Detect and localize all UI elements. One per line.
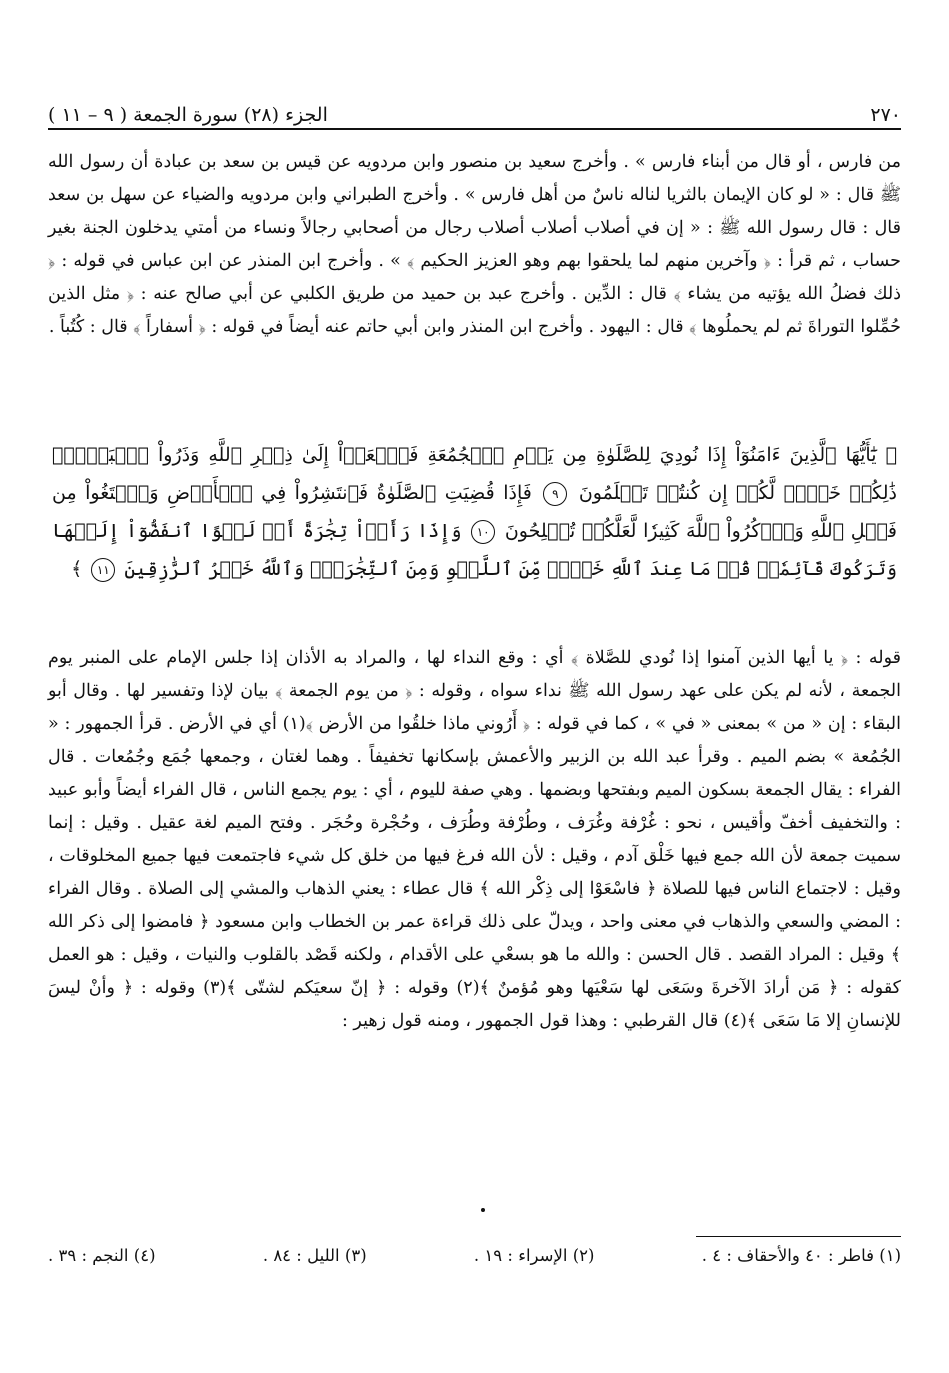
commentary-paragraph: قوله : ﴿ يا أيها الذين آمنوا إذا نُودي للصَّلاة ﴾ أي : وقع النداء لها ، والمراد به الأذان إذا جلس الإمام على المنبر يوم الجمعة ، لأنه لم يكن على عهد رسول الله ﷺ نداء سواه ، وقوله : ﴿ من يوم الجمعة ﴾ بيان لإذا وتفسير لها . وقال أبو البقاء : إن « من » بمعنى « في » ، كما في قوله : ﴿ أَرُوني ماذا خلقُوا من الأرض ﴾(١) أي في الأرض . قرأ الجمهور : « الجُمُعة » بضم الميم . وقرأ عبد الله بن الزبير والأعمش بإسكانها تخفيفاً . وهما لغتان ، وجمعها جُمَع وجُمُعات . قال الفراء : يقال الجمعة بسكون الميم وبفتحها وبضمها . وهي صفة لليوم ، أي : يوم يجمع الناس ، قال الفراء أيضاً وأبو عبيد : والتخفيف أخفّ وأقيس ، نحو : غُرْفة وغُرَف ، وطُرْفة وطُرَف ، وحُجْرة وحُجَر . وفتح الميم لغة عقيل . وقيل : إنما سميت جمعة لأن الله جمع فيها خَلْق آدم ، وقيل : لأن الله فرغ فيها من خلق كل شيء فاجتمعت فيها جميع المخلوقات ، وقيل : لاجتماع الناس فيها للصلاة ﴿ فاسْعَوْا إلى ذِكْر الله ﴾ قال عطاء : يعني الذهاب والمشي إلى الصلاة . وقال الفراء : المضي والسعي والذهاب في معنى واحد ، ويدلّ على ذلك قراءة عمر بن الخطاب وابن مسعود ﴿ فامضوا إلى ذكر الله ﴾ وقيل : المراد القصد . قال الحسن : والله ما هو بسعْي على الأقدام ، ولكنه قَصْد بالقلوب والنيات ، وقيل : هو العمل كقوله : ﴿ مَن أرادَ الآخرةَ وسَعَى لها سَعْيَها وهو مُؤمنٌ ﴾(٢) وقوله : ﴿ إنّ سعيَكم لشتّى ﴾(٣) وقوله : ﴿ وأنْ ليسَ للإنسانِ إلا مَا سَعَى ﴾(٤) قال القرطبي : وهذا قول الجمهور ، ومنه قول زهير : [48,648,902,1031]
verse-close-bracket: ﴾ [71,558,83,580]
verse-11: وَإِذَا رَأَوۡاْ تِجَٰرَةً أَوۡ لَهۡوًا ٱنفَضُّوٓاْ إِلَيۡهَا وَتَرَكُوكَ قَآئِمٗاۚ قُلۡ مَا عِندَ ٱللَّهِ خَيۡرٞ مِّنَ ٱللَّهۡوِ وَمِنَ ٱلتِّجَٰرَةِۚ وَٱللَّهُ خَيۡرُ ٱلرَّٰزِقِينَ [52,520,897,580]
verse-10: فَإِذَا قُضِيَتِ ٱلصَّلَوٰةُ فَٱنتَشِرُواْ فِي ٱلۡأَرۡضِ وَٱبۡتَغُواْ مِن فَضۡلِ ٱللَّهِ وَٱذۡكُرُواْ ٱللَّهَ كَثِيرٗا لَّعَلَّكُمۡ تُفۡلِحُونَ [52,482,898,542]
verses-section [48,436,901,588]
verse-9: يَٰٓأَيُّهَا ٱلَّذِينَ ءَامَنُوٓاْ إِذَا نُودِيَ لِلصَّلَوٰةِ مِن يَوۡمِ ٱلۡجُمُعَةِ فَٱسۡعَوۡاْ إِلَىٰ ذِكۡرِ ٱللَّهِ وَذَرُواْ ٱلۡبَيۡعَۚ ذَٰلِكُمۡ خَيۡرٞ لَّكُمۡ إِن كُنتُمۡ تَعۡلَمُونَ [52,444,897,504]
verse-number-10: ١٠ [471,520,495,544]
quran-verses [48,436,901,588]
footnotes [48,1246,901,1276]
commentary-section [48,642,901,1038]
verse-number-9: ٩ [543,482,567,506]
footnote-2: (٢) الإسراء : ١٩ . [473,1246,595,1265]
section-title: الجزء (٢٨) سورة الجمعة ( ٩ – ١١ ) [48,104,328,126]
running-header [48,92,901,126]
verse-number-11: ١١ [91,558,115,582]
page-number: ٢٧٠ [870,104,901,126]
separator-dot [481,1208,485,1212]
footnote-4: (٤) النجم : ٣٩ . [48,1246,156,1265]
verse-open-bracket: ﴿ [885,444,897,466]
header-divider [48,128,901,130]
footnote-3: (٣) الليل : ٨٤ . [262,1246,367,1265]
footnote-1: (١) فاطر : ٤٠ والأحقاف : ٤ . [701,1246,901,1265]
intro-paragraph: من فارس ، أو قال من أبناء فارس » . وأخرج سعيد بن منصور وابن مردويه عن قيس بن سعد بن عبادة أن رسول الله ﷺ قال : « لو كان الإيمان بالثريا لناله ناسٌ من أهل فارس » . وأخرج الطبراني وابن مردويه والضياء عن سهل بن سعد قال : قال رسول الله ﷺ : « إن في أصلاب أصلاب أصلاب رجال من أصحابي رجالاً ونساء من أمتي يدخلون الجنة بغير حساب ، ثم قرأ : ﴿ وآخرين منهم لما يلحقوا بهم وهو العزيز الحكيم ﴾ » . وأخرج ابن المنذر عن ابن عباس في قوله : ﴿ ذلك فضلُ الله يؤتيه من يشاء ﴾ قال : الدِّين . وأخرج عبد بن حميد من طريق الكلبي عن أبي صالح عنه : ﴿ مثل الذين حُمِّلوا التوراةَ ثم لم يحملُوها ﴾ قال : اليهود . وأخرج ابن المنذر وابن أبي حاتم عنه أيضاً في قوله : ﴿ أسفاراً ﴾ قال : كُتُباً . [48,152,901,337]
intro-section [48,146,901,344]
footnote-divider [696,1236,901,1237]
